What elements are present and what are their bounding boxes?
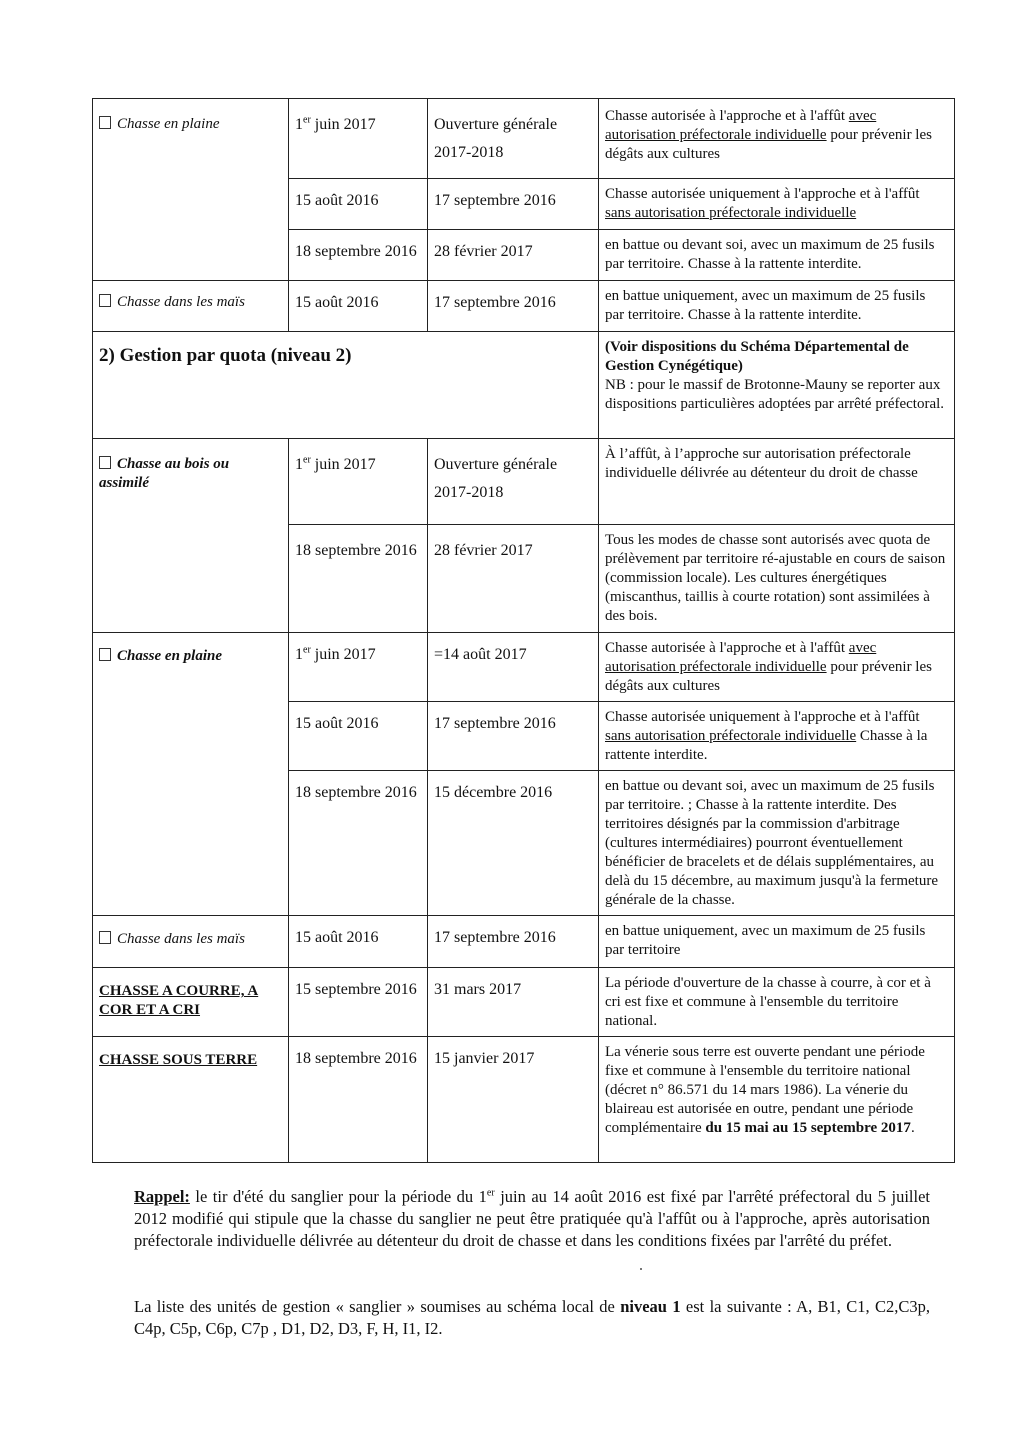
mode-cell <box>93 1037 289 1163</box>
start-date: 18 septembre 2016 <box>289 230 428 281</box>
scan-speck <box>640 1268 642 1270</box>
conditions: La vénerie sous terre est ouverte pendant une période fixe et commune à l'ensemble du territoire national (décret n° 86.571 du 14 mars 1986). La vénerie du blaireau est autorisée en outre, pendant une période complémentaire du 15 mai au 15 septembre 2017. <box>599 1037 955 1163</box>
conditions: Tous les modes de chasse sont autorisés avec quota de prélèvement par territoire ré-ajustable en cours de saison (commission locale). Les cultures énergétiques (miscanthus, taillis à courte rotation) sont assimilées à des bois. <box>599 525 955 633</box>
conditions: en battue ou devant soi, avec un maximum de 25 fusils par territoire. Chasse à la rattente interdite. <box>599 230 955 281</box>
end-date: 17 septembre 2016 <box>428 281 599 332</box>
start-date: 18 septembre 2016 <box>289 525 428 633</box>
mode-label: Chasse en plaine <box>117 648 223 664</box>
section-note: (Voir dispositions du Schéma Départemental de Gestion Cynégétique) NB : pour le massif de Brotonne-Mauny se reporter aux dispositions particulières adoptées par arrêté préfectoral. <box>599 332 955 439</box>
conditions: en battue ou devant soi, avec un maximum de 25 fusils par territoire. ; Chasse à la rattente interdite. Des territoires désignés par la commission d'arbitrage (cultures intermédiaires) pourront éventuellement bénéficier de bracelets et de délais supplémentaires, au delà du 15 décembre, au maximum jusqu'à la fermeture générale de la chasse. <box>599 771 955 916</box>
conditions: Chasse autorisée à l'approche et à l'affût avec autorisation préfectorale individuelle pour prévenir les dégâts aux cultures <box>599 633 955 702</box>
start-date: 15 août 2016 <box>289 179 428 230</box>
checkbox-icon[interactable] <box>99 294 111 307</box>
checkbox-icon[interactable] <box>99 648 111 661</box>
table-row <box>93 439 955 525</box>
start-date: 1er juin 2017 <box>289 633 428 702</box>
table-row <box>93 968 955 1037</box>
mode-label: CHASSE A COURRE, A COR ET A CRI <box>99 983 259 1018</box>
conditions: en battue uniquement, avec un maximum de 25 fusils par territoire. Chasse à la rattente interdite. <box>599 281 955 332</box>
mode-cell <box>93 916 289 968</box>
end-date: 31 mars 2017 <box>428 968 599 1037</box>
start-date: 1er juin 2017 <box>289 439 428 525</box>
section-title: 2) Gestion par quota (niveau 2) <box>93 332 599 439</box>
end-date: 17 septembre 2016 <box>428 179 599 230</box>
mode-cell <box>93 99 289 281</box>
conditions: Chasse autorisée uniquement à l'approche et à l'affût sans autorisation préfectorale individuelle Chasse à la rattente interdite. <box>599 702 955 771</box>
units-list-paragraph: La liste des unités de gestion « sanglier » soumises au schéma local de niveau 1 est la suivante : A, B1, C1, C2,C3p, C4p, C5p, C6p, C7p , D1, D2, D3, F, H, I1, I2. <box>134 1297 930 1338</box>
conditions: Chasse autorisée à l'approche et à l'affût avec autorisation préfectorale individuelle pour prévenir les dégâts aux cultures <box>599 99 955 179</box>
hunting-periods-table <box>92 98 955 1163</box>
end-date: Ouverture générale 2017-2018 <box>428 439 599 525</box>
mode-cell <box>93 633 289 916</box>
checkbox-icon[interactable] <box>99 116 111 129</box>
table-row <box>93 332 955 439</box>
end-date: 15 janvier 2017 <box>428 1037 599 1163</box>
end-date: 15 décembre 2016 <box>428 771 599 916</box>
mode-label: Chasse au bois ou assimilé <box>99 456 230 491</box>
end-date: Ouverture générale 2017-2018 <box>428 99 599 179</box>
end-date: 17 septembre 2016 <box>428 916 599 968</box>
start-date: 15 août 2016 <box>289 281 428 332</box>
start-date: 15 septembre 2016 <box>289 968 428 1037</box>
rappel-label: Rappel: <box>134 1187 190 1206</box>
mode-label: Chasse dans les maïs <box>117 931 245 947</box>
start-date: 15 août 2016 <box>289 916 428 968</box>
conditions: À l’affût, à l’approche sur autorisation préfectorale individuelle délivrée au détenteur du droit de chasse <box>599 439 955 525</box>
mode-cell <box>93 281 289 332</box>
rappel-paragraph: Rappel: le tir d'été du sanglier pour la période du 1er juin au 14 août 2016 est fixé par l'arrêté préfectoral du 5 juillet 2012 modifié qui stipule que la chasse du sanglier ne peut être pratiquée qu'à l'affût ou à l'approche, après autorisation préfectorale individuelle délivrée au détenteur du droit de chasse et dans les conditions fixées par l'arrêté du préfet. <box>134 1187 930 1250</box>
conditions: La période d'ouverture de la chasse à courre, à cor et à cri est fixe et commune à l'ensemble du territoire national. <box>599 968 955 1037</box>
mode-label: Chasse en plaine <box>117 116 220 132</box>
mode-label: Chasse dans les maïs <box>117 294 245 310</box>
table-row <box>93 916 955 968</box>
table-row <box>93 281 955 332</box>
checkbox-icon[interactable] <box>99 931 111 944</box>
table-row <box>93 99 955 179</box>
start-date: 18 septembre 2016 <box>289 771 428 916</box>
conditions: Chasse autorisée uniquement à l'approche et à l'affût sans autorisation préfectorale individuelle <box>599 179 955 230</box>
table-row <box>93 633 955 702</box>
checkbox-icon[interactable] <box>99 456 111 469</box>
mode-cell <box>93 968 289 1037</box>
end-date: =14 août 2017 <box>428 633 599 702</box>
conditions: en battue uniquement, avec un maximum de 25 fusils par territoire <box>599 916 955 968</box>
end-date: 17 septembre 2016 <box>428 702 599 771</box>
start-date: 18 septembre 2016 <box>289 1037 428 1163</box>
table-row <box>93 1037 955 1163</box>
mode-cell <box>93 439 289 633</box>
start-date: 15 août 2016 <box>289 702 428 771</box>
start-date: 1er juin 2017 <box>289 99 428 179</box>
end-date: 28 février 2017 <box>428 230 599 281</box>
end-date: 28 février 2017 <box>428 525 599 633</box>
mode-label: CHASSE SOUS TERRE <box>99 1052 258 1068</box>
